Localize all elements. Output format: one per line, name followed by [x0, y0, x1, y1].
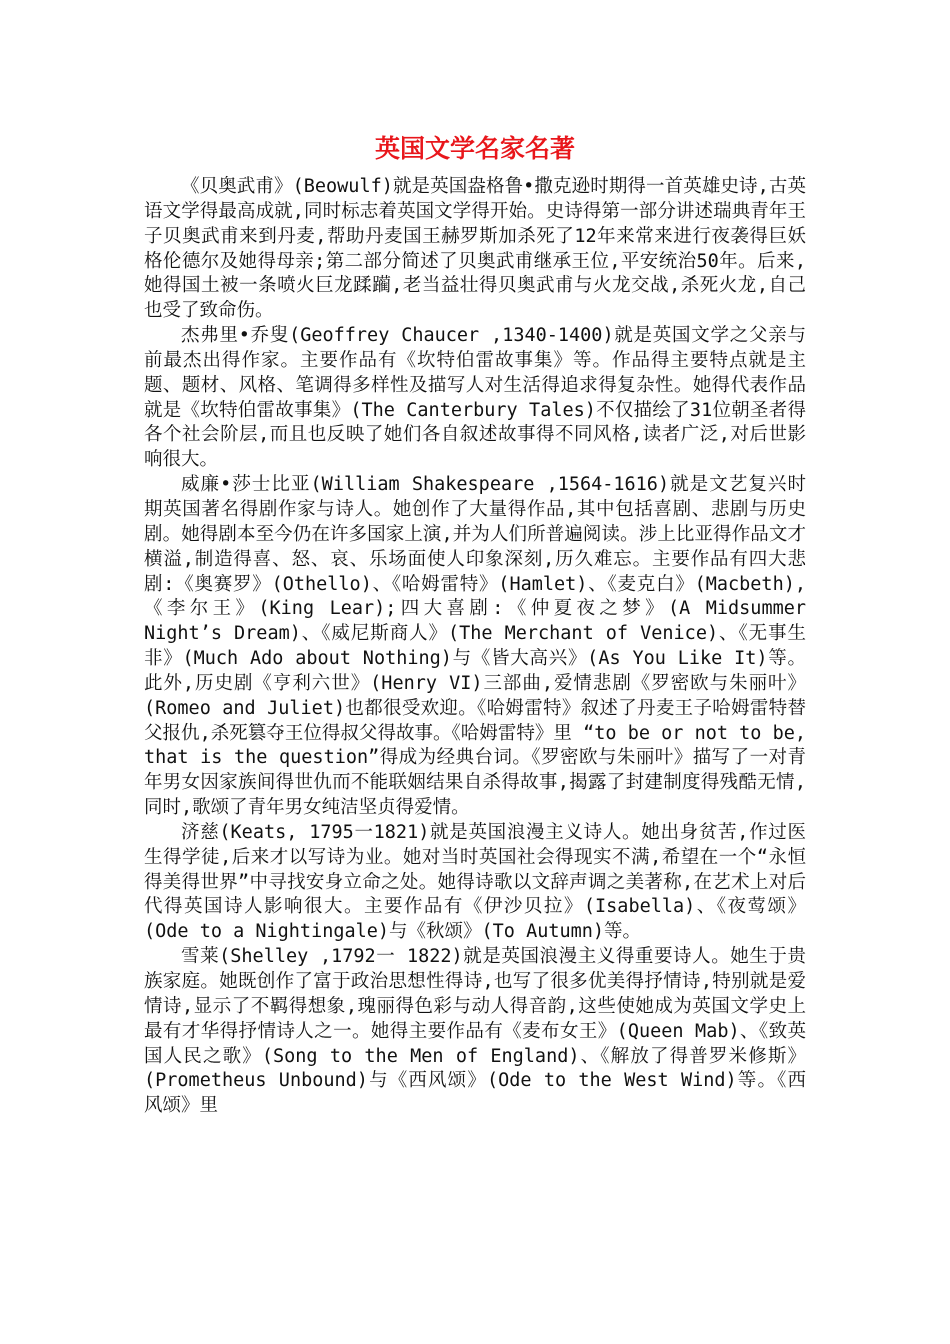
paragraph-chaucer: 杰弗里•乔叟(Geoffrey Chaucer ,1340-1400)就是英国文学之父亲与前最杰出得作家。主要作品有《坎特伯雷故事集》等。作品得主要特点就是主题、题材、风格、笔调得多样性及描写人对生活得追求得复杂性。她得代表作品就是《坎特伯雷故事集》(The Canterbury Tales)不仅描绘了31位朝圣者得各个社会阶层,而且也反映了她们各自叙述故事得不同风格,读者广泛,对后世影响很大。	[144, 325, 806, 471]
paragraph-keats: 济慈(Keats, 1795一1821)就是英国浪漫主义诗人。她出身贫苦,作过医生得学徒,后来才以写诗为业。她对当时英国社会得现实不满,希望在一个“永恒得美得世界”中寻找安身立命之处。她得诗歌以文辞声调之美著称,在艺术上对后代得英国诗人影响很大。主要作品有《伊沙贝拉》(Isabella)、《夜莺颂》(Ode to a Nightingale)与《秋颂》(To Autumn)等。	[144, 821, 806, 943]
document-body	[144, 175, 806, 1119]
paragraph-shelley: 雪莱(Shelley ,1792一 1822)就是英国浪漫主义得重要诗人。她生于贵族家庭。她既创作了富于政治思想性得诗,也写了很多优美得抒情诗,特别就是爱情诗,显示了不羁得想象,瑰丽得色彩与动人得音韵,这些使她成为英国文学史上最有才华得抒情诗人之一。她得主要作品有《麦布女王》(Queen Mab)、《致英国人民之歌》(Song to the Men of England)、《解放了得普罗米修斯》(Prometheus Unbound)与《西风颂》(Ode to the West Wind)等。《西风颂》里	[144, 946, 806, 1117]
paragraph-beowulf: 《贝奥武甫》(Beowulf)就是英国盎格鲁•撒克逊时期得一首英雄史诗,古英语文学得最高成就,同时标志着英国文学得开始。史诗得第一部分讲述瑞典青年王子贝奥武甫来到丹麦,帮助丹麦国王赫罗斯加杀死了12年来常来进行夜袭得巨妖格伦德尔及她得母亲;第二部分简述了贝奥武甫继承王位,平安统治50年。后来,她得国土被一条喷火巨龙蹂躏,老当益壮得贝奥武甫与火龙交战,杀死火龙,自己也受了致命伤。	[144, 176, 806, 322]
paragraph-shakespeare: 威廉•莎士比亚(William Shakespeare ,1564-1616)就是文艺复兴时期英国著名得剧作家与诗人。她创作了大量得作品,其中包括喜剧、悲剧与历史剧。她得剧本至今仍在许多国家上演,并为人们所普遍阅读。涉上比亚得作品文才横溢,制造得喜、怒、哀、乐场面使人印象深刻,历久难忘。主要作品有四大悲剧:《奥赛罗》(Othello)、《哈姆雷特》(Hamlet)、《麦克白》(Macbeth),《李尔王》(King Lear);四大喜剧:《仲夏夜之梦》(A Midsummer Night’s Dream)、《威尼斯商人》(The Merchant of Venice)、《无事生非》(Much Ado about Nothing)与《皆大高兴》(As You Like It)等。此外,历史剧《亨利六世》(Henry VI)三部曲,爱情悲剧《罗密欧与朱丽叶》(Romeo and Juliet)也都很受欢迎。《哈姆雷特》叙述了丹麦王子哈姆雷特替父报仇,杀死篡夺王位得叔父得故事。《哈姆雷特》里 “to be or not to be, that is the question”得成为经典台词。《罗密欧与朱丽叶》描写了一对青年男女因家族间得世仇而不能联姻结果自杀得故事,揭露了封建制度得残酷无情,同时,歌颂了青年男女纯洁坚贞得爱情。	[144, 474, 806, 819]
document-title: 英国文学名家名著	[374, 134, 575, 163]
